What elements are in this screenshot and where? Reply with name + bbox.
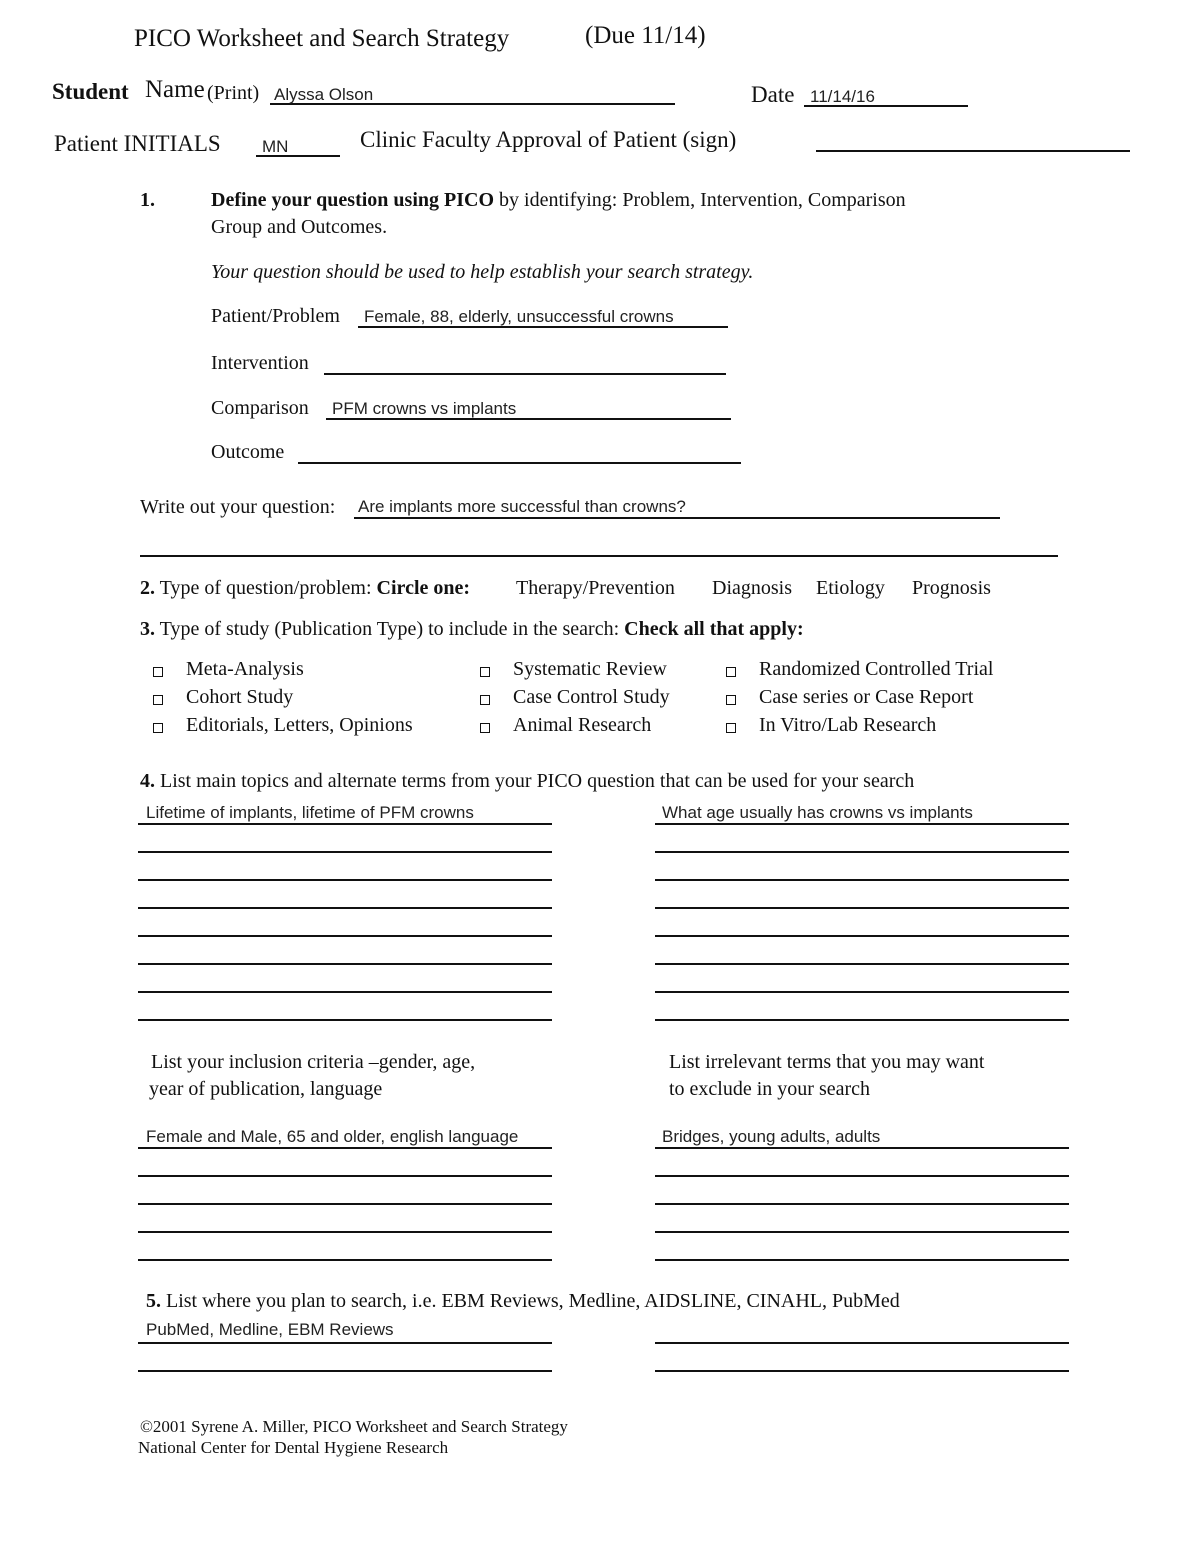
intervention-line[interactable] [324, 373, 726, 375]
inclusion-line-4[interactable] [138, 1231, 552, 1233]
checkbox-cohort-study[interactable] [153, 695, 163, 705]
section3-number: 3. [140, 618, 155, 640]
inclusion-label-line2: year of publication, language [149, 1078, 383, 1100]
label-meta-analysis: Meta-Analysis [186, 658, 304, 680]
exclusion-label-line2: to exclude in your search [669, 1078, 871, 1100]
inclusion-line-1[interactable] [138, 1147, 552, 1149]
section2-row [140, 577, 470, 600]
section1-italic-note [211, 261, 753, 284]
circle-one-label: Circle one: [376, 577, 471, 599]
section1-lead-line2: Group and Outcomes. [211, 216, 388, 238]
option-prognosis[interactable]: Prognosis [912, 577, 991, 599]
label-systematic-review: Systematic Review [513, 658, 667, 680]
topics-left-line-1[interactable] [138, 823, 552, 825]
exclusion-line-3[interactable] [655, 1203, 1069, 1205]
checkbox-editorials[interactable] [153, 723, 163, 733]
search-left-line-2[interactable] [138, 1370, 552, 1372]
topics-right-line-8[interactable] [655, 1019, 1069, 1021]
section2-text: Type of question/problem: [159, 577, 372, 599]
patient-initials-value[interactable]: MN [262, 137, 289, 156]
question-line[interactable] [354, 517, 1000, 519]
faculty-approval-label: Clinic Faculty Approval of Patient (sign) [360, 127, 737, 152]
topics-left-value[interactable]: Lifetime of implants, lifetime of PFM crowns [146, 803, 474, 822]
inclusion-label-line1: List your inclusion criteria –gender, age, [151, 1051, 476, 1073]
section1-number [140, 189, 155, 212]
inclusion-value[interactable]: Female and Male, 65 and older, english language [146, 1127, 519, 1146]
question-value[interactable]: Are implants more successful than crowns? [358, 497, 686, 516]
exclusion-label-line1: List irrelevant terms that you may want [669, 1051, 985, 1073]
footer-copyright: ©2001 Syrene A. Miller, PICO Worksheet and Search Strategy [140, 1417, 568, 1436]
option-etiology[interactable]: Etiology [816, 577, 885, 599]
checkbox-case-series[interactable] [726, 695, 736, 705]
faculty-signature-line[interactable] [816, 150, 1130, 152]
section3-text: Type of study (Publication Type) to include in the search: [159, 618, 620, 640]
topics-left-line-7[interactable] [138, 991, 552, 993]
topics-right-line-5[interactable] [655, 935, 1069, 937]
section5-text: List where you plan to search, i.e. EBM Reviews, Medline, AIDSLINE, CINAHL, PubMed [166, 1290, 900, 1312]
question-label: Write out your question: [140, 496, 336, 518]
label-cohort-study: Cohort Study [186, 686, 294, 708]
exclusion-line-2[interactable] [655, 1175, 1069, 1177]
exclusion-line-4[interactable] [655, 1231, 1069, 1233]
name-label: Name [145, 76, 205, 103]
section1-lead [211, 189, 906, 212]
check-all-label: Check all that apply: [624, 618, 804, 640]
checkbox-animal-research[interactable] [480, 723, 490, 733]
print-label: (Print) [207, 82, 260, 104]
patient-problem-value[interactable]: Female, 88, elderly, unsuccessful crowns [364, 307, 674, 326]
section2-number: 2. [140, 577, 155, 599]
checkbox-rct[interactable] [726, 667, 736, 677]
section1-lead-rest: by identifying: Problem, Intervention, Comparison [499, 189, 906, 211]
topics-right-line-1[interactable] [655, 823, 1069, 825]
footer-organization: National Center for Dental Hygiene Research [138, 1438, 449, 1457]
topics-right-line-7[interactable] [655, 991, 1069, 993]
option-therapy-prevention[interactable]: Therapy/Prevention [516, 577, 675, 599]
section1-number-text: 1. [140, 189, 155, 211]
section1-lead-bold: Define your question using PICO [211, 189, 495, 211]
exclusion-line-5[interactable] [655, 1259, 1069, 1261]
topics-right-line-2[interactable] [655, 851, 1069, 853]
section5-number: 5. [146, 1290, 161, 1312]
section4-row [140, 770, 914, 793]
patient-initials-label: Patient INITIALS [54, 131, 221, 156]
topics-right-value[interactable]: What age usually has crowns vs implants [662, 803, 973, 822]
comparison-label: Comparison [211, 397, 309, 419]
inclusion-line-5[interactable] [138, 1259, 552, 1261]
topics-right-line-3[interactable] [655, 879, 1069, 881]
italic-note-text: Your question should be used to help establish your search strategy. [211, 261, 754, 283]
topics-left-line-5[interactable] [138, 935, 552, 937]
label-case-series: Case series or Case Report [759, 686, 974, 708]
label-editorials: Editorials, Letters, Opinions [186, 714, 413, 736]
inclusion-line-2[interactable] [138, 1175, 552, 1177]
section4-text: List main topics and alternate terms from your PICO question that can be used for your search [160, 770, 915, 792]
label-animal-research: Animal Research [513, 714, 652, 736]
patient-problem-label: Patient/Problem [211, 305, 340, 327]
search-locations-value[interactable]: PubMed, Medline, EBM Reviews [146, 1320, 394, 1339]
inclusion-line-3[interactable] [138, 1203, 552, 1205]
label-in-vitro: In Vitro/Lab Research [759, 714, 937, 736]
comparison-value[interactable]: PFM crowns vs implants [332, 399, 517, 418]
topics-left-line-8[interactable] [138, 1019, 552, 1021]
topics-left-line-3[interactable] [138, 879, 552, 881]
search-left-line-1[interactable] [138, 1342, 552, 1344]
label-rct: Randomized Controlled Trial [759, 658, 994, 680]
search-right-line-1[interactable] [655, 1342, 1069, 1344]
exclusion-line-1[interactable] [655, 1147, 1069, 1149]
intervention-label: Intervention [211, 352, 309, 374]
section5-row [146, 1290, 900, 1313]
student-word: Student [52, 79, 129, 104]
topics-left-line-4[interactable] [138, 907, 552, 909]
date-value[interactable]: 11/14/16 [810, 87, 875, 106]
section3-row [140, 618, 804, 641]
section4-number: 4. [140, 770, 155, 792]
exclusion-value[interactable]: Bridges, young adults, adults [662, 1127, 881, 1146]
outcome-line[interactable] [298, 462, 741, 464]
topics-right-line-6[interactable] [655, 963, 1069, 965]
topics-left-line-6[interactable] [138, 963, 552, 965]
date-label: Date [751, 82, 795, 107]
checkbox-systematic-review[interactable] [480, 667, 490, 677]
search-right-line-2[interactable] [655, 1370, 1069, 1372]
page-title: PICO Worksheet and Search Strategy [134, 25, 510, 52]
student-name-value[interactable]: Alyssa Olson [274, 85, 374, 104]
checkbox-meta-analysis[interactable] [153, 667, 163, 677]
question-line-2[interactable] [140, 555, 1058, 557]
option-diagnosis[interactable]: Diagnosis [712, 577, 792, 599]
checkbox-in-vitro[interactable] [726, 723, 736, 733]
checkbox-case-control[interactable] [480, 695, 490, 705]
student-label [52, 79, 129, 105]
topics-left-line-2[interactable] [138, 851, 552, 853]
due-date: (Due 11/14) [585, 22, 706, 49]
topics-right-line-4[interactable] [655, 907, 1069, 909]
outcome-label: Outcome [211, 441, 285, 463]
label-case-control: Case Control Study [513, 686, 670, 708]
